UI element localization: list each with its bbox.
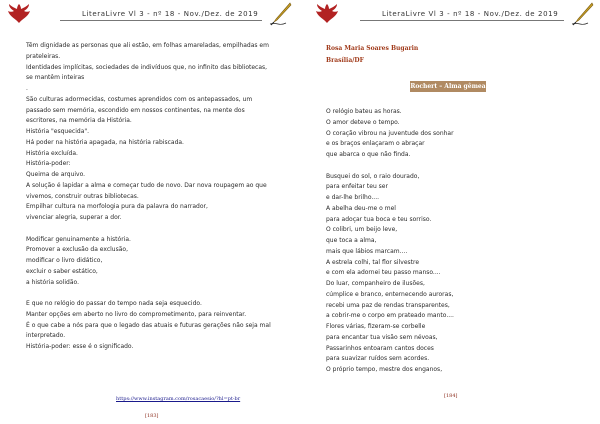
author-location: Brasília/DF <box>326 57 364 64</box>
text-line: O colibri, um beijo leve, <box>326 226 398 234</box>
page-number-left: [183] <box>145 413 159 419</box>
author-name: Rosa Maria Soares Bugarin <box>326 45 419 52</box>
text-line: e os braços enlaçaram o abraçar <box>326 140 425 148</box>
text-line: A solução é lapidar a alma e começar tudo de novo. Dar nova roupagem ao que <box>26 181 267 189</box>
left-header <box>0 0 300 32</box>
page-number-right: [184] <box>444 393 458 399</box>
header-title: LiteraLivre Vl 3 - nº 18 - Nov./Dez. de 2019 <box>82 10 259 18</box>
text-line: prateleiras. <box>26 52 61 60</box>
text-line: E que no relógio do passar do tempo nada seja esquecido. <box>26 300 202 307</box>
text-line: A abelha deu-me o mel <box>326 204 396 212</box>
text-line: para suavizar ruídos sem acordes. <box>326 355 430 363</box>
text-line: para encantar tua visão sem névoas, <box>326 333 438 341</box>
text-line: História-poder: <box>26 160 71 168</box>
text-line: O amor deteve o tempo. <box>326 118 400 126</box>
text-line: excluir o saber estático, <box>26 267 98 275</box>
text-line: Queima de arquivo. <box>26 171 86 178</box>
text-line: para adoçar tua boca e teu sorriso. <box>326 215 432 223</box>
text-line: O próprio tempo, mestre dos enganos, <box>326 366 443 373</box>
text-line: História excluída. <box>26 149 78 157</box>
text-line: passado sem memória, escondido em nossos continentes, na mente dos <box>26 106 245 114</box>
text-line: mais que lábios marcam.... <box>326 247 408 255</box>
text-line: História-poder: esse é o significado. <box>26 343 134 350</box>
instagram-link[interactable]: https://www.instagram.com/rosacaesio/?hl=pt-br <box>116 396 241 402</box>
text-line: que abarca o que não finda. <box>326 151 411 158</box>
text-line: Há poder na história apagada, na história rabiscada. <box>26 138 184 146</box>
text-line: escritores, na memória da História. <box>26 117 132 125</box>
text-line: Empilhar cultura na morfologia pura da palavra do narrador, <box>26 203 208 211</box>
text-line: que toca a alma, <box>326 237 377 244</box>
text-line: Identidades implícitas, sociedades de indivíduos que, no infinito das bibliotecas, <box>26 63 268 71</box>
header-title: LiteraLivre Vl 3 - nº 18 - Nov./Dez. de 2019 <box>382 10 559 18</box>
text-line: Passarinhos entoaram cantos doces <box>326 344 434 352</box>
text-line: modificar o livro didático, <box>26 257 103 264</box>
text-line: e dar-lhe brilho.... <box>326 194 380 201</box>
left-body-text <box>26 41 271 353</box>
text-line: O relógio bateu as horas. <box>326 108 402 115</box>
text-line: interpretado. <box>26 332 66 340</box>
winged-heart-logo-icon <box>314 3 340 25</box>
text-line: . <box>26 85 28 92</box>
winged-heart-logo-icon <box>6 3 32 25</box>
blank-line <box>26 224 271 235</box>
text-line: Do luar, companheiro de ilusões, <box>326 280 425 287</box>
text-line: A estrela colhi, tal flor silvestre <box>326 258 420 266</box>
text-line: a história solidão. <box>26 278 80 286</box>
text-line: Flores várias, fizeram-se corbelle <box>326 323 426 330</box>
text-line: É o que cabe a nós para que o legado das atuais e futuras gerações não seja mal <box>26 321 271 329</box>
header-rule <box>60 20 262 21</box>
right-page <box>300 0 600 424</box>
poem-body-text <box>326 107 454 376</box>
text-line: a cobrir-me o corpo em prateado manto.... <box>326 312 454 320</box>
text-line: Promover a exclusão da exclusão, <box>26 246 128 254</box>
text-line: Modificar genuinamente a história. <box>26 235 131 243</box>
text-line: O coração vibrou na juventude dos sonhar <box>326 129 454 137</box>
text-line: recebi uma paz de rendas transparentes, <box>326 301 450 309</box>
quill-pen-icon <box>268 2 292 26</box>
text-line: cúmplice e branco, enternecendo auroras, <box>326 290 454 298</box>
quill-pen-icon <box>570 2 594 26</box>
text-line: vivemos, construir outras bibliotecas. <box>26 192 139 200</box>
blank-line <box>326 161 454 172</box>
text-line: Têm dignidade as personas que ali estão, em folhas amareladas, empilhadas em <box>26 42 269 49</box>
right-header <box>300 0 600 32</box>
text-line: Manter opções em aberto no livro do comprometimento, para reinventar. <box>26 310 247 318</box>
header-rule <box>360 20 564 21</box>
poem-title: Rochert – Alma gêmea <box>410 83 486 90</box>
text-line: São culturas adormecidas, costumes aprendidos com os antepassados, um <box>26 95 253 103</box>
text-line: Busquei do sol, o raio dourado, <box>326 172 420 180</box>
text-line: História "esquecida". <box>26 128 90 135</box>
text-line: e com ela adornei teu passo manso.... <box>326 269 441 277</box>
blank-line <box>26 288 271 299</box>
text-line: se mantêm inteiras <box>26 74 85 82</box>
text-line: vivenciar alegria, superar a dor. <box>26 214 122 221</box>
text-line: para enfeitar teu ser <box>326 183 388 191</box>
